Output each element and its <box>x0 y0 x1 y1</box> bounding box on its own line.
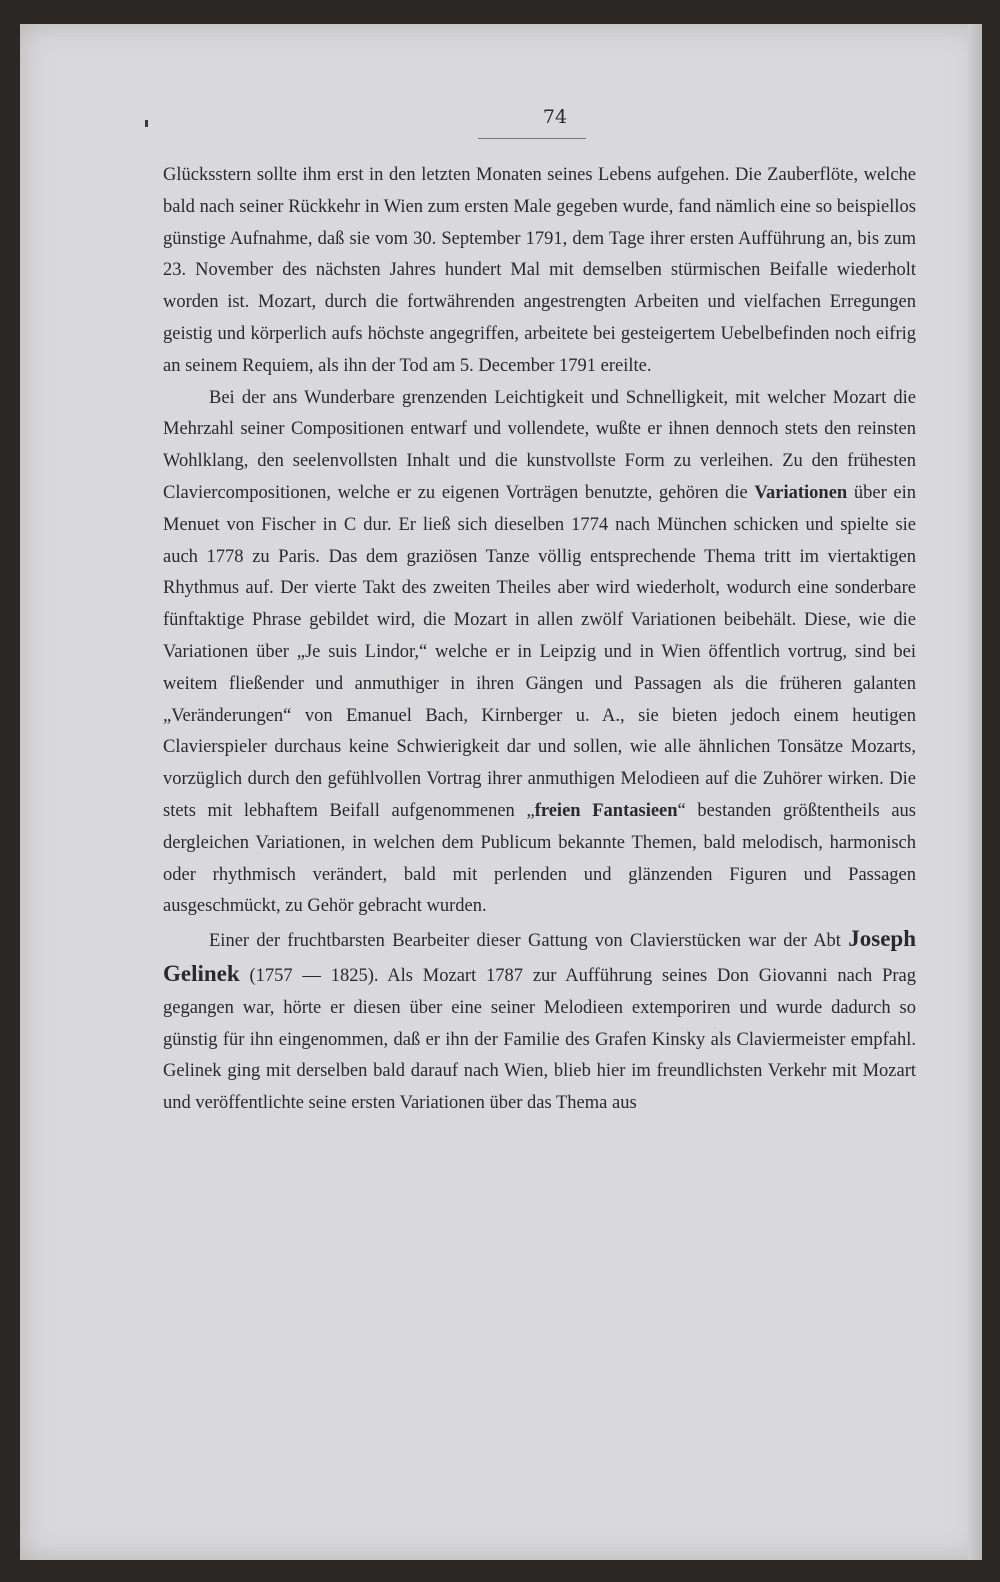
text-run: Glücksstern sollte ihm erst in den letzten Monaten seines Lebens aufgehen. Die Zauberflöte, welche bald nach seiner Rückkehr in Wien zum ersten Male gegeben wurde, fand nämlich eine so beispiellos günstige Aufnahme, daß sie vom 30. September 1791, dem Tage ihrer ersten Aufführung an, bis zum 23. November des nächsten Jahres hundert Mal mit demselben stürmischen Beifalle wiederholt worden ist. Mozart, durch die fortwährenden angestrengten Arbeiten und vielfachen Erregungen geistig und körperlich aufs höchste angegriffen, arbeitete bei gesteigertem Uebelbefinden noch eifrig an seinem Requiem, als ihn der Tod am 5. December 1791 ereilte. <box>163 165 916 376</box>
emphasis-variationen: Variationen <box>754 482 848 503</box>
paragraph-3 <box>163 923 916 1120</box>
text-run: Einer der fruchtbarsten Bearbeiter dieser Gattung von Clavierstücken war der Abt <box>209 931 849 952</box>
body-text <box>163 160 916 1120</box>
text-run: “ bestanden größtentheils aus dergleichen Variationen, in welchen dem Publicum bekannte Themen, bald melodisch, harmonisch oder rhythmisch verändert, bald mit perlenden und glänzenden Figuren und Passagen ausgeschmückt, zu Gehör gebracht wurden. <box>163 800 916 917</box>
paragraph-2 <box>163 383 916 924</box>
emphasis-freien-fantasieen: freien Fantasieen <box>534 800 678 821</box>
name-joseph-gelinek: Joseph Gelinek <box>163 926 916 986</box>
page-edge <box>968 24 982 1560</box>
text-run: Bei der ans Wunderbare grenzenden Leichtigkeit und Schnelligkeit, mit welcher Mozart die Mehrzahl seiner Compositionen entwarf und vollendete, wußte er ihnen dennoch stets den reinsten Wohlklang, den seelenvollsten Inhalt und die kunstvollste Form zu verleihen. Zu den frühesten Claviercompositionen, welche er zu eigenen Vorträgen benutzte, gehören die <box>163 387 916 503</box>
text-run: (1757 — 1825). Als Mozart 1787 zur Aufführung seines Don Giovanni nach Prag gegangen war, hörte er diesen über eine seiner Melodieen extemporiren und wurde dadurch so günstig für ihn eingenommen, daß er ihn der Familie des Grafen Kinsky als Claviermeister empfahl. Gelinek ging mit derselben bald darauf nach Wien, blieb hier im freundlichsten Verkehr mit Mozart und veröffentlichte seine ersten Variationen über das Thema aus <box>163 965 916 1114</box>
paragraph-1 <box>163 160 916 383</box>
text-run: über ein Menuet von Fischer in C dur. Er ließ sich dieselben 1774 nach München schicken und spielte sie auch 1778 zu Paris. Das dem graziösen Tanze völlig entsprechende Thema tritt im viertaktigen Rhythmus auf. Der vierte Takt des zweiten Theiles aber wird wiederholt, wodurch eine sonderbare fünftaktige Phrase gebildet wird, die Mozart in allen zwölf Variationen beibehält. Diese, wie die Variationen über „Je suis Lindor,“ welche er in Leipzig und in Wien öffentlich vortrug, sind bei weitem fließender und anmuthiger in ihren Gängen und Passagen als die früheren galanten „Veränderungen“ von Emanuel Bach, Kirnberger u. A., sie bieten jedoch einem heutigen Clavierspieler durchaus keine Schwierigkeit dar und sollen, wie alle ähnlichen Tonsätze Mozarts, vorzüglich durch den gefühlvollen Vortrag ihrer anmuthigen Melodieen auf die Zuhörer wirken. Die stets mit lebhaftem Beifall aufgenommenen „ <box>163 482 916 821</box>
header-rule <box>478 138 586 139</box>
page-number: 74 <box>542 106 568 128</box>
